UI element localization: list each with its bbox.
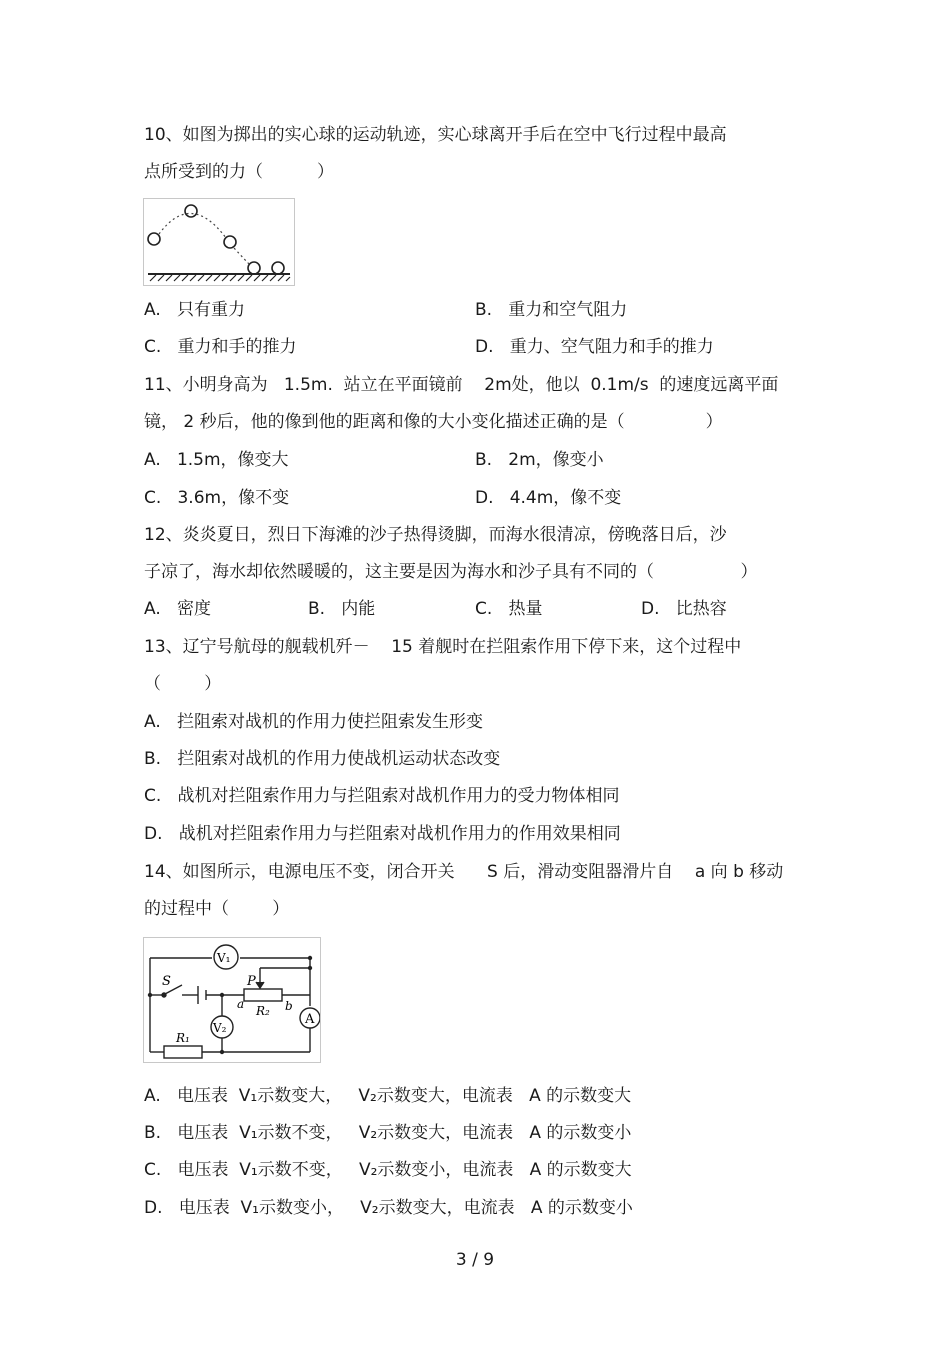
q11-option-c: C. 3.6m，像不变 (144, 488, 290, 508)
q11-option-b: B. 2m，像变小 (475, 450, 604, 470)
ball-position (224, 236, 236, 248)
q13-stem-line2: （ ） (144, 674, 222, 694)
trajectory-path (159, 213, 250, 265)
ball-position (272, 262, 284, 274)
q12-option-b: B. 内能 (308, 599, 376, 619)
q13-stem-line1: 13、辽宁号航母的舰载机歼－ 15 着舰时在拦阻索作用下停下来，这个过程中 (144, 637, 742, 657)
q13-option-a: A. 拦阻索对战机的作用力使拦阻索发生形变 (144, 712, 483, 732)
q12-option-c: C. 热量 (475, 599, 543, 619)
q12-option-a: A. 密度 (144, 599, 211, 619)
q11-option-d: D. 4.4m，像不变 (475, 488, 622, 508)
v1-label: V₁ (217, 951, 231, 965)
v2-label: V₂ (213, 1021, 227, 1035)
r1-label: R₁ (176, 1031, 190, 1045)
resistor-r1-symbol (164, 1046, 202, 1058)
q10-stem-line1: 10、如图为掷出的实心球的运动轨迹，实心球离开手后在空中飞行过程中最高 (144, 125, 727, 145)
q14-option-a: A. 电压表 V₁示数变大， V₂示数变大，电流表 A 的示数变大 (144, 1086, 632, 1106)
slider-label: P (247, 974, 256, 989)
end-b-label: b (285, 999, 293, 1013)
q13-option-d: D. 战机对拦阻索作用力与拦阻索对战机作用力的作用效果相同 (144, 824, 621, 844)
q14-option-b: B. 电压表 V₁示数不变， V₂示数变大，电流表 A 的示数变小 (144, 1123, 632, 1143)
q14-stem-line2: 的过程中（ ） (144, 899, 290, 919)
q13-option-b: B. 拦阻索对战机的作用力使战机运动状态改变 (144, 749, 501, 769)
q12-stem-line2: 子凉了，海水却依然暖暖的，这主要是因为海水和沙子具有不同的（ ） (144, 562, 758, 582)
q14-option-d: D. 电压表 V₁示数变小， V₂示数变大，电流表 A 的示数变小 (144, 1198, 633, 1218)
switch-label: S (162, 974, 171, 989)
end-a-label: a (237, 997, 245, 1011)
q11-stem-line2: 镜， 2 秒后，他的像到他的距离和像的大小变化描述正确的是（ ） (144, 412, 723, 432)
q12-option-d: D. 比热容 (641, 599, 727, 619)
q10-option-b: B. 重力和空气阻力 (475, 300, 628, 320)
r2-label: R₂ (256, 1004, 270, 1018)
rheostat-r2-symbol (244, 989, 282, 1001)
circuit-drawing (144, 938, 320, 1062)
ammeter-label: A (305, 1012, 315, 1027)
q13-option-c: C. 战机对拦阻索作用力与拦阻索对战机作用力的受力物体相同 (144, 786, 620, 806)
ball-position (148, 233, 160, 245)
slider-p-arrow (256, 982, 264, 988)
page-number: 3 / 9 (455, 1250, 495, 1270)
q14-option-c: C. 电压表 V₁示数不变， V₂示数变小，电流表 A 的示数变大 (144, 1160, 632, 1180)
q14-stem-line1: 14、如图所示，电源电压不变，闭合开关 S 后，滑动变阻器滑片自 a 向 b 移动 (144, 862, 784, 882)
q12-stem-line1: 12、炎炎夏日，烈日下海滩的沙子热得烫脚，而海水很清凉，傍晚落日后，沙 (144, 525, 727, 545)
q11-stem-line1: 11、小明身高为 1.5m. 站立在平面镜前 2m处，他以 0.1m/s 的速度远离平面 (144, 375, 779, 395)
ball-position-highest (185, 205, 197, 217)
q10-option-d: D. 重力、空气阻力和手的推力 (475, 337, 714, 357)
q10-stem-line2: 点所受到的力（ ） (144, 162, 335, 182)
ball-position (248, 262, 260, 274)
q10-option-c: C. 重力和手的推力 (144, 337, 297, 357)
q10-option-a: A. 只有重力 (144, 300, 245, 320)
ground-hatching (150, 275, 290, 281)
ball-trajectory-drawing (144, 199, 294, 285)
q11-option-a: A. 1.5m，像变大 (144, 450, 289, 470)
circuit-figure (143, 937, 321, 1063)
ball-trajectory-figure (143, 198, 295, 286)
